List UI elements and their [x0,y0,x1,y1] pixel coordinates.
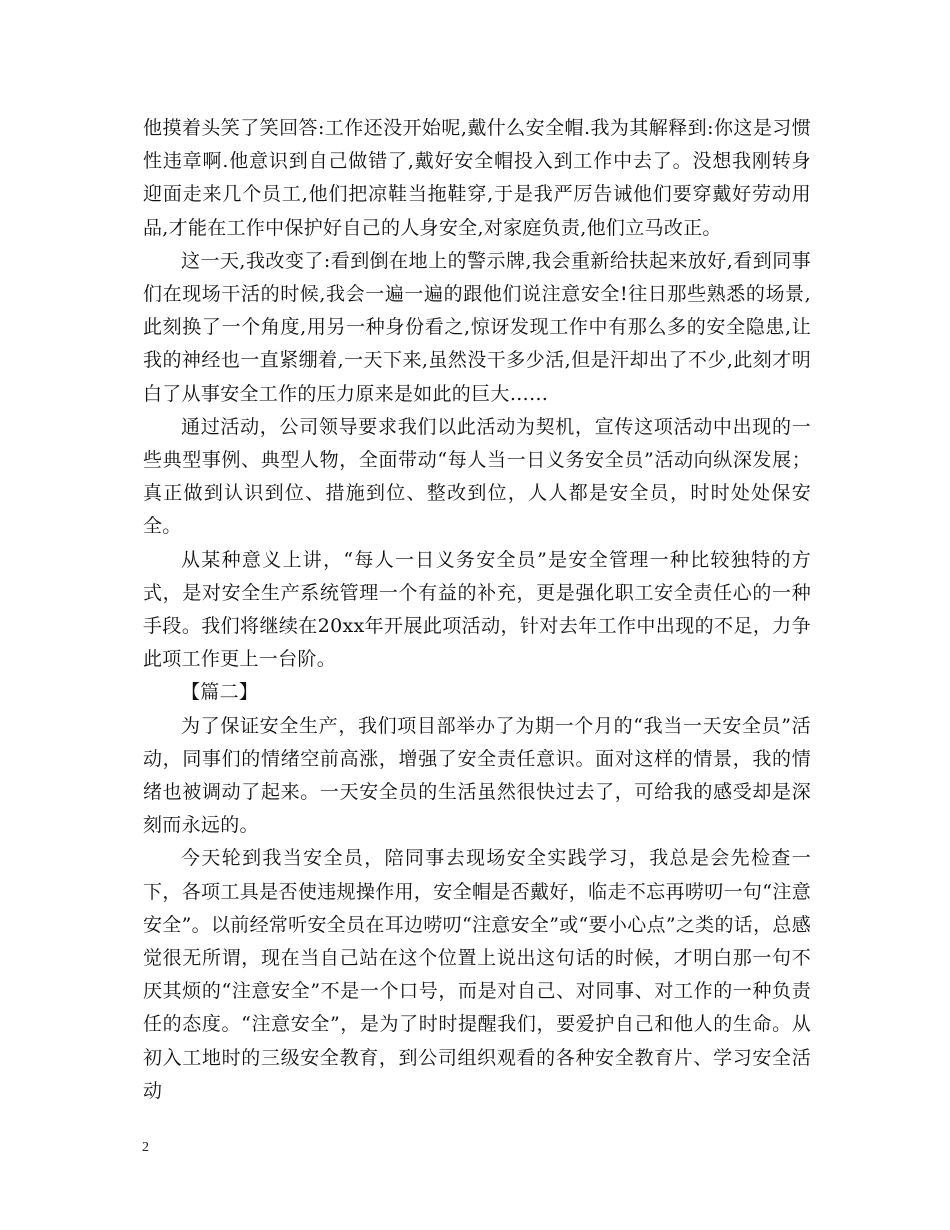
paragraph-1: 他摸着头笑了笑回答:工作还没开始呢,戴什么安全帽.我为其解释到:你这是习惯性违章啊.他意识到自己做错了,戴好安全帽投入到工作中去了。没想我刚转身迎面走来几个员工,他们把凉鞋当拖鞋穿,于是我严厉告诫他们要穿戴好劳动用品,才能在工作中保护好自己的人身安全,对家庭负责,他们立马改正。 [143,117,811,239]
paragraph-3: 通过活动，公司领导要求我们以此活动为契机，宣传这项活动中出现的一些典型事例、典型人物，全面带动“每人当一日义务安全员”活动向纵深发展；真正做到认识到位、措施到位、整改到位，人人都是安全员，时时处处保安全。 [143,415,811,538]
page-number: 2 [142,1140,149,1155]
paragraph-5: 为了保证安全生产，我们项目部举办了为期一个月的“我当一天安全员”活动，同事们的情绪空前高涨，增强了安全责任意识。面对这样的情景，我的情绪也被调动了起来。一天安全员的生活虽然很快过去了，可给我的感受却是深刻而永远的。 [143,714,811,837]
paragraph-4: 从某种意义上讲，“每人一日义务安全员”是安全管理一种比较独特的方式，是对安全生产系统管理一个有益的补充，更是强化职工安全责任心的一种手段。我们将继续在20xx年开展此项活动，针对去年工作中出现的不足，力争此项工作更上一台阶。 [143,548,811,671]
paragraph-2: 这一天,我改变了:看到倒在地上的警示牌,我会重新给扶起来放好,看到同事们在现场干活的时候,我会一遍一遍的跟他们说注意安全!往日那些熟悉的场景,此刻换了一个角度,用另一种身份看之,惊讶发现工作中有那么多的安全隐患,让我的神经也一直紧绷着,一天下来,虽然没干多少活,但是汗却出了不少,此刻才明白了从事安全工作的压力原来是如此的巨大…… [143,249,811,405]
paragraph-6: 今天轮到我当安全员，陪同事去现场安全实践学习，我总是会先检查一下，各项工具是否使违规操作用，安全帽是否戴好，临走不忘再唠叨一句“注意安全”。以前经常听安全员在耳边唠叨“注意安全”或“要小心点”之类的话，总感觉很无所谓，现在当自己站在这个位置上说出这句话的时候，才明白那一句不厌其烦的“注意安全”不是一个口号，而是对自己、对同事、对工作的一种负责任的态度。“注意安全”，是为了时时提醒我们，要爱护自己和他人的生命。从初入工地时的三级安全教育，到公司组织观看的各种安全教育片、学习安全活动 [143,847,811,1102]
document-body [143,112,811,1108]
section-heading: 【篇二】 [181,681,259,704]
